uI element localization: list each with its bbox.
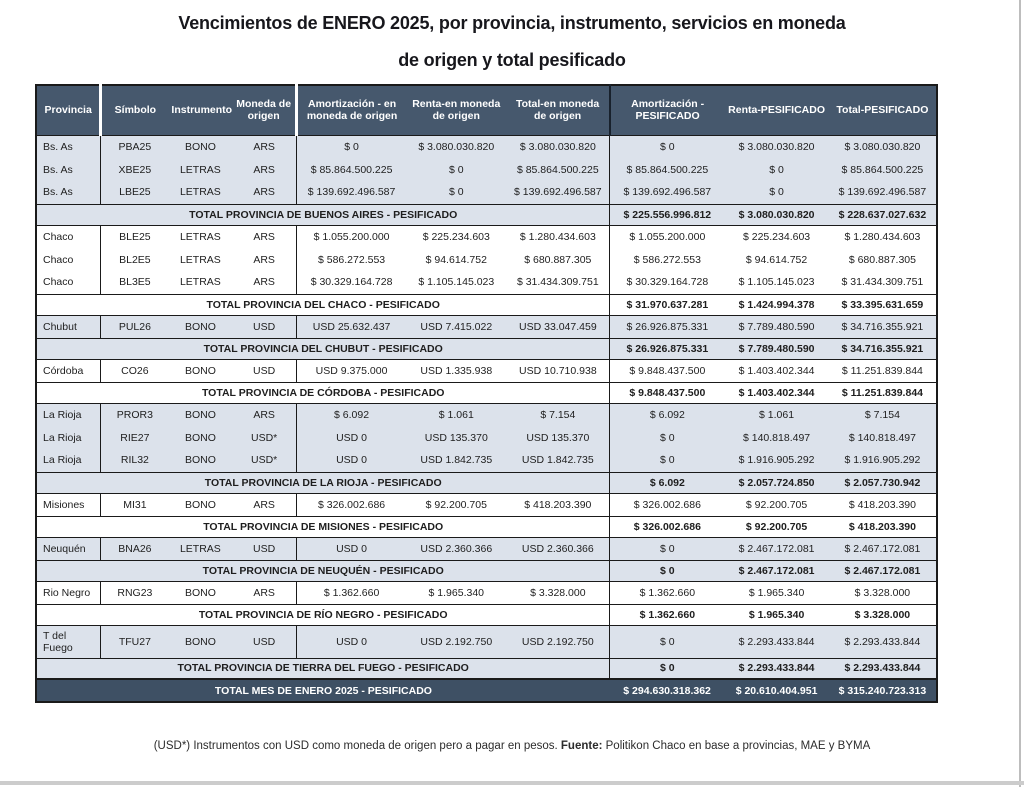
cell-amort_origen: $ 1.362.660: [296, 581, 406, 604]
cell-renta_origen: $ 1.105.145.023: [406, 271, 506, 294]
cell-amort_origen: USD 0: [296, 449, 406, 472]
cell-simbolo: BNA26: [101, 537, 169, 560]
cell-renta_origen: $ 94.614.752: [406, 248, 506, 271]
cell-moneda: USD: [232, 537, 296, 560]
cell-amort_pes: $ 9.848.437.500: [610, 359, 724, 382]
cell-renta_origen: $ 0: [406, 181, 506, 204]
cell-total_pes: $ 139.692.496.587: [829, 181, 937, 204]
table-row: [36, 625, 937, 658]
cell-amort_origen: USD 9.375.000: [296, 359, 406, 382]
cell-renta_pes: $ 92.200.705: [724, 493, 829, 516]
column-header-total_pes: Total-PESIFICADO: [829, 85, 937, 135]
cell-total_pes: $ 85.864.500.225: [829, 158, 937, 181]
cell-renta_pes: $ 1.061: [724, 403, 829, 426]
table-row: [36, 426, 937, 449]
column-header-simbolo: Símbolo: [101, 85, 169, 135]
cell-simbolo: RIE27: [101, 426, 169, 449]
province-total-amort_pes: $ 326.002.686: [610, 516, 724, 537]
cell-provincia: Bs. As: [36, 181, 101, 204]
cell-amort_origen: $ 0: [296, 135, 406, 158]
cell-amort_pes: $ 0: [610, 135, 724, 158]
cell-total_origen: $ 139.692.496.587: [506, 181, 610, 204]
table-row: [36, 271, 937, 294]
cell-renta_pes: $ 1.916.905.292: [724, 449, 829, 472]
cell-total_pes: $ 680.887.305: [829, 248, 937, 271]
table-row: [36, 158, 937, 181]
province-total-row: [36, 516, 937, 537]
cell-moneda: ARS: [232, 135, 296, 158]
cell-instrumento: BONO: [168, 493, 232, 516]
cell-total_origen: $ 3.328.000: [506, 581, 610, 604]
cell-instrumento: LETRAS: [168, 225, 232, 248]
cell-instrumento: BONO: [168, 449, 232, 472]
province-total-label: TOTAL PROVINCIA DE CÓRDOBA - PESIFICADO: [36, 382, 610, 403]
table-row: [36, 493, 937, 516]
column-header-renta_origen: Renta-en moneda de origen: [406, 85, 506, 135]
cell-moneda: ARS: [232, 493, 296, 516]
cell-amort_pes: $ 30.329.164.728: [610, 271, 724, 294]
cell-renta_pes: $ 1.403.402.344: [724, 359, 829, 382]
table-row: [36, 581, 937, 604]
cell-moneda: USD: [232, 359, 296, 382]
cell-total_pes: $ 2.293.433.844: [829, 625, 937, 658]
province-total-amort_pes: $ 26.926.875.331: [610, 338, 724, 359]
province-total-total_pes: $ 2.293.433.844: [829, 658, 937, 679]
cell-provincia: Bs. As: [36, 135, 101, 158]
cell-amort_pes: $ 0: [610, 426, 724, 449]
cell-instrumento: BONO: [168, 581, 232, 604]
cell-amort_origen: USD 25.632.437: [296, 315, 406, 338]
cell-simbolo: PBA25: [101, 135, 169, 158]
footnote-text: (USD*) Instrumentos con USD como moneda de origen pero a pagar en pesos.: [153, 740, 561, 752]
cell-total_origen: USD 10.710.938: [506, 359, 610, 382]
province-total-row: [36, 560, 937, 581]
column-header-amort_origen: Amortización - en moneda de origen: [296, 85, 406, 135]
cell-moneda: USD: [232, 315, 296, 338]
cell-renta_origen: $ 225.234.603: [406, 225, 506, 248]
province-total-amort_pes: $ 1.362.660: [610, 604, 724, 625]
page-title-line1: Vencimientos de ENERO 2025, por provincia, instrumento, servicios en moneda: [178, 13, 846, 33]
column-header-provincia: Provincia: [36, 85, 101, 135]
cell-renta_origen: $ 0: [406, 158, 506, 181]
cell-moneda: ARS: [232, 225, 296, 248]
cell-simbolo: TFU27: [101, 625, 169, 658]
cell-amort_pes: $ 1.055.200.000: [610, 225, 724, 248]
page-edge-right: [1019, 0, 1021, 787]
cell-simbolo: XBE25: [101, 158, 169, 181]
cell-moneda: USD*: [232, 449, 296, 472]
cell-total_origen: $ 1.280.434.603: [506, 225, 610, 248]
cell-total_pes: $ 140.818.497: [829, 426, 937, 449]
cell-moneda: ARS: [232, 271, 296, 294]
cell-amort_origen: $ 85.864.500.225: [296, 158, 406, 181]
cell-total_origen: $ 85.864.500.225: [506, 158, 610, 181]
cell-simbolo: RNG23: [101, 581, 169, 604]
province-total-label: TOTAL PROVINCIA DE NEUQUÉN - PESIFICADO: [36, 560, 610, 581]
cell-amort_pes: $ 6.092: [610, 403, 724, 426]
cell-instrumento: LETRAS: [168, 158, 232, 181]
province-total-renta_pes: $ 3.080.030.820: [724, 204, 829, 225]
cell-instrumento: LETRAS: [168, 181, 232, 204]
cell-instrumento: LETRAS: [168, 248, 232, 271]
cell-total_pes: $ 3.328.000: [829, 581, 937, 604]
cell-amort_pes: $ 326.002.686: [610, 493, 724, 516]
cell-renta_pes: $ 225.234.603: [724, 225, 829, 248]
cell-provincia: La Rioja: [36, 403, 101, 426]
cell-simbolo: PROR3: [101, 403, 169, 426]
cell-moneda: ARS: [232, 158, 296, 181]
cell-provincia: Chaco: [36, 271, 101, 294]
cell-amort_pes: $ 26.926.875.331: [610, 315, 724, 338]
cell-moneda: ARS: [232, 403, 296, 426]
province-total-label: TOTAL PROVINCIA DEL CHUBUT - PESIFICADO: [36, 338, 610, 359]
cell-total_pes: $ 1.916.905.292: [829, 449, 937, 472]
cell-amort_pes: $ 586.272.553: [610, 248, 724, 271]
cell-total_origen: USD 2.360.366: [506, 537, 610, 560]
province-total-renta_pes: $ 2.293.433.844: [724, 658, 829, 679]
cell-amort_origen: $ 1.055.200.000: [296, 225, 406, 248]
province-total-total_pes: $ 418.203.390: [829, 516, 937, 537]
footnote: [0, 740, 1024, 752]
cell-amort_origen: $ 586.272.553: [296, 248, 406, 271]
cell-amort_pes: $ 1.362.660: [610, 581, 724, 604]
footnote-source-text: Politikon Chaco en base a provincias, MAE y BYMA: [602, 740, 871, 752]
province-total-row: [36, 338, 937, 359]
cell-simbolo: BLE25: [101, 225, 169, 248]
page-title: [0, 5, 1024, 79]
province-total-amort_pes: $ 6.092: [610, 472, 724, 493]
province-total-renta_pes: $ 1.965.340: [724, 604, 829, 625]
table-container: [35, 84, 938, 703]
province-total-total_pes: $ 2.467.172.081: [829, 560, 937, 581]
cell-amort_origen: $ 326.002.686: [296, 493, 406, 516]
province-total-renta_pes: $ 1.403.402.344: [724, 382, 829, 403]
province-total-label: TOTAL PROVINCIA DE LA RIOJA - PESIFICADO: [36, 472, 610, 493]
province-total-total_pes: $ 3.328.000: [829, 604, 937, 625]
table-row: [36, 225, 937, 248]
cell-renta_origen: $ 1.061: [406, 403, 506, 426]
cell-renta_pes: $ 0: [724, 158, 829, 181]
page-title-line2: de origen y total pesificado: [398, 50, 626, 70]
cell-total_pes: $ 7.154: [829, 403, 937, 426]
table-row: [36, 135, 937, 158]
province-total-total_pes: $ 11.251.839.844: [829, 382, 937, 403]
cell-provincia: Neuquén: [36, 537, 101, 560]
province-total-total_pes: $ 33.395.631.659: [829, 294, 937, 315]
cell-renta_pes: $ 2.467.172.081: [724, 537, 829, 560]
cell-amort_pes: $ 85.864.500.225: [610, 158, 724, 181]
cell-renta_pes: $ 2.293.433.844: [724, 625, 829, 658]
table-row: [36, 449, 937, 472]
cell-simbolo: MI31: [101, 493, 169, 516]
footnote-source-label: Fuente:: [560, 740, 603, 752]
province-total-label: TOTAL PROVINCIA DE RÍO NEGRO - PESIFICADO: [36, 604, 610, 625]
table-row: [36, 537, 937, 560]
province-total-row: [36, 204, 937, 225]
province-total-total_pes: $ 2.057.730.942: [829, 472, 937, 493]
province-total-amort_pes: $ 225.556.996.812: [610, 204, 724, 225]
grand-total-label: TOTAL MES DE ENERO 2025 - PESIFICADO: [36, 679, 610, 702]
cell-instrumento: BONO: [168, 426, 232, 449]
column-header-total_origen: Total-en moneda de origen: [506, 85, 610, 135]
column-header-renta_pes: Renta-PESIFICADO: [724, 85, 829, 135]
cell-total_pes: $ 11.251.839.844: [829, 359, 937, 382]
province-total-renta_pes: $ 2.057.724.850: [724, 472, 829, 493]
cell-simbolo: BL3E5: [101, 271, 169, 294]
cell-renta_pes: $ 1.965.340: [724, 581, 829, 604]
cell-instrumento: BONO: [168, 135, 232, 158]
cell-simbolo: CO26: [101, 359, 169, 382]
cell-moneda: ARS: [232, 181, 296, 204]
column-header-amort_pes: Amortización - PESIFICADO: [610, 85, 724, 135]
cell-instrumento: BONO: [168, 625, 232, 658]
cell-renta_origen: USD 2.360.366: [406, 537, 506, 560]
table-row: [36, 181, 937, 204]
cell-instrumento: LETRAS: [168, 271, 232, 294]
cell-renta_origen: $ 3.080.030.820: [406, 135, 506, 158]
cell-total_origen: $ 7.154: [506, 403, 610, 426]
cell-provincia: La Rioja: [36, 426, 101, 449]
table-row: [36, 403, 937, 426]
cell-renta_pes: $ 7.789.480.590: [724, 315, 829, 338]
grand-total-total_pes: $ 315.240.723.313: [829, 679, 937, 702]
cell-renta_pes: $ 140.818.497: [724, 426, 829, 449]
province-total-label: TOTAL PROVINCIA DE BUENOS AIRES - PESIFICADO: [36, 204, 610, 225]
cell-renta_pes: $ 94.614.752: [724, 248, 829, 271]
cell-provincia: Bs. As: [36, 158, 101, 181]
province-total-total_pes: $ 34.716.355.921: [829, 338, 937, 359]
province-total-amort_pes: $ 31.970.637.281: [610, 294, 724, 315]
cell-renta_origen: USD 135.370: [406, 426, 506, 449]
province-total-total_pes: $ 228.637.027.632: [829, 204, 937, 225]
cell-amort_pes: $ 0: [610, 625, 724, 658]
province-total-label: TOTAL PROVINCIA DEL CHACO - PESIFICADO: [36, 294, 610, 315]
province-total-row: [36, 604, 937, 625]
province-total-label: TOTAL PROVINCIA DE MISIONES - PESIFICADO: [36, 516, 610, 537]
cell-total_origen: USD 33.047.459: [506, 315, 610, 338]
table-row: [36, 315, 937, 338]
province-total-renta_pes: $ 7.789.480.590: [724, 338, 829, 359]
table-row: [36, 359, 937, 382]
province-total-amort_pes: $ 0: [610, 560, 724, 581]
cell-amort_pes: $ 0: [610, 449, 724, 472]
cell-simbolo: LBE25: [101, 181, 169, 204]
cell-instrumento: BONO: [168, 403, 232, 426]
cell-total_pes: $ 1.280.434.603: [829, 225, 937, 248]
province-total-row: [36, 658, 937, 679]
cell-total_pes: $ 34.716.355.921: [829, 315, 937, 338]
cell-total_origen: USD 135.370: [506, 426, 610, 449]
cell-moneda: ARS: [232, 581, 296, 604]
cell-simbolo: PUL26: [101, 315, 169, 338]
cell-renta_pes: $ 3.080.030.820: [724, 135, 829, 158]
cell-renta_origen: USD 1.335.938: [406, 359, 506, 382]
cell-total_pes: $ 3.080.030.820: [829, 135, 937, 158]
page-edge-bottom: [0, 781, 1024, 785]
province-total-row: [36, 294, 937, 315]
cell-amort_origen: $ 6.092: [296, 403, 406, 426]
cell-total_origen: $ 31.434.309.751: [506, 271, 610, 294]
table-row: [36, 248, 937, 271]
cell-total_origen: $ 418.203.390: [506, 493, 610, 516]
cell-moneda: USD: [232, 625, 296, 658]
cell-total_pes: $ 2.467.172.081: [829, 537, 937, 560]
province-total-renta_pes: $ 1.424.994.378: [724, 294, 829, 315]
cell-provincia: Chaco: [36, 225, 101, 248]
cell-provincia: Córdoba: [36, 359, 101, 382]
cell-provincia: Rio Negro: [36, 581, 101, 604]
cell-moneda: USD*: [232, 426, 296, 449]
cell-total_origen: $ 680.887.305: [506, 248, 610, 271]
province-total-renta_pes: $ 2.467.172.081: [724, 560, 829, 581]
cell-renta_pes: $ 0: [724, 181, 829, 204]
cell-renta_origen: USD 1.842.735: [406, 449, 506, 472]
cell-provincia: La Rioja: [36, 449, 101, 472]
grand-total-row: [36, 679, 937, 702]
province-total-row: [36, 382, 937, 403]
vencimientos-table: [35, 84, 938, 703]
cell-simbolo: BL2E5: [101, 248, 169, 271]
cell-total_pes: $ 418.203.390: [829, 493, 937, 516]
column-header-instrumento: Instrumento: [168, 85, 232, 135]
cell-renta_origen: $ 1.965.340: [406, 581, 506, 604]
cell-instrumento: BONO: [168, 359, 232, 382]
cell-renta_origen: USD 7.415.022: [406, 315, 506, 338]
cell-amort_origen: USD 0: [296, 537, 406, 560]
cell-amort_origen: $ 30.329.164.728: [296, 271, 406, 294]
cell-renta_pes: $ 1.105.145.023: [724, 271, 829, 294]
cell-renta_origen: $ 92.200.705: [406, 493, 506, 516]
grand-total-amort_pes: $ 294.630.318.362: [610, 679, 724, 702]
province-total-row: [36, 472, 937, 493]
cell-provincia: Misiones: [36, 493, 101, 516]
cell-total_pes: $ 31.434.309.751: [829, 271, 937, 294]
cell-moneda: ARS: [232, 248, 296, 271]
cell-amort_pes: $ 0: [610, 537, 724, 560]
cell-provincia: Chubut: [36, 315, 101, 338]
province-total-label: TOTAL PROVINCIA DE TIERRA DEL FUEGO - PESIFICADO: [36, 658, 610, 679]
grand-total-renta_pes: $ 20.610.404.951: [724, 679, 829, 702]
cell-amort_origen: USD 0: [296, 625, 406, 658]
column-header-moneda: Moneda de origen: [232, 85, 296, 135]
cell-total_origen: USD 2.192.750: [506, 625, 610, 658]
cell-instrumento: LETRAS: [168, 537, 232, 560]
province-total-amort_pes: $ 9.848.437.500: [610, 382, 724, 403]
province-total-renta_pes: $ 92.200.705: [724, 516, 829, 537]
province-total-amort_pes: $ 0: [610, 658, 724, 679]
cell-renta_origen: USD 2.192.750: [406, 625, 506, 658]
cell-amort_origen: USD 0: [296, 426, 406, 449]
cell-total_origen: $ 3.080.030.820: [506, 135, 610, 158]
cell-total_origen: USD 1.842.735: [506, 449, 610, 472]
header-row: [36, 85, 937, 135]
cell-simbolo: RIL32: [101, 449, 169, 472]
cell-provincia: Chaco: [36, 248, 101, 271]
cell-amort_pes: $ 139.692.496.587: [610, 181, 724, 204]
cell-provincia: T del Fuego: [36, 625, 101, 658]
cell-amort_origen: $ 139.692.496.587: [296, 181, 406, 204]
cell-instrumento: BONO: [168, 315, 232, 338]
